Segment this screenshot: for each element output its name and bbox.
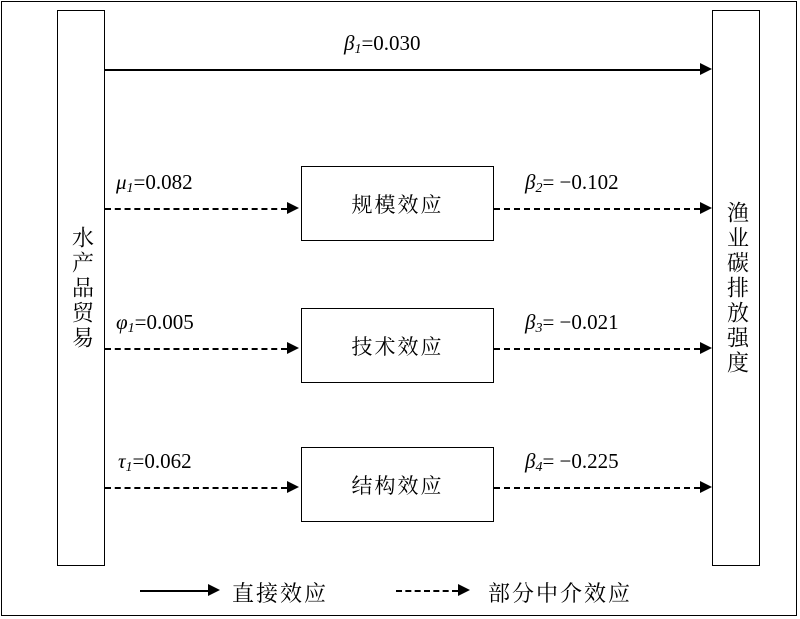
edge-direct-value: =0.030 (361, 31, 421, 55)
edge-in-1-arrowhead (287, 202, 299, 214)
edge-out-3-line (494, 487, 700, 489)
legend-direct-arrowhead (208, 584, 220, 596)
edge-in-3-subscript: 1 (125, 460, 133, 476)
edge-out-1-symbol: β (525, 170, 536, 194)
edge-out-2-value: = −0.021 (542, 310, 619, 334)
edge-in-1-value: =0.082 (133, 170, 193, 194)
edge-in-3-line (105, 487, 287, 489)
legend-partial-line (396, 590, 458, 592)
edge-in-2-line (105, 348, 287, 350)
node-source (57, 10, 105, 566)
edge-in-2-value: =0.005 (134, 310, 194, 334)
edge-out-2-symbol: β (525, 310, 536, 334)
edge-out-1-subscript: 2 (535, 181, 543, 197)
edge-in-1-line (105, 208, 287, 210)
edge-out-2-line (494, 348, 700, 350)
edge-out-1-label (525, 170, 619, 197)
legend-partial-arrowhead (458, 584, 470, 596)
edge-direct-label (344, 31, 421, 58)
legend (140, 575, 700, 611)
edge-out-2-arrowhead (700, 342, 712, 354)
edge-in-1-label (116, 170, 193, 197)
edge-in-3-label (118, 449, 192, 476)
edge-out-2-label (525, 310, 619, 337)
edge-in-2-arrowhead (287, 342, 299, 354)
edge-in-3-value: =0.062 (132, 449, 192, 473)
edge-out-3-arrowhead (700, 481, 712, 493)
edge-direct-subscript: 1 (354, 42, 362, 58)
edge-out-2-subscript: 3 (535, 321, 543, 337)
edge-in-2-subscript: 1 (127, 321, 135, 337)
edge-in-2-symbol: φ (116, 310, 128, 334)
edge-in-3-symbol: τ (118, 449, 126, 473)
node-target-label: 渔业碳排放强度 (723, 200, 749, 376)
legend-partial-label: 部分中介效应 (488, 582, 633, 607)
edge-out-3-symbol: β (525, 449, 536, 473)
edge-out-3-subscript: 4 (535, 460, 543, 476)
edge-direct-line (105, 69, 700, 71)
edge-in-3-arrowhead (287, 481, 299, 493)
node-mediator-scale (301, 166, 494, 241)
edge-out-3-value: = −0.225 (542, 449, 619, 473)
edge-in-2-label (116, 310, 194, 337)
edge-in-1-subscript: 1 (126, 181, 134, 197)
legend-direct-label: 直接效应 (232, 582, 329, 607)
node-mediator-structure (301, 447, 494, 522)
edge-direct-arrowhead (700, 63, 712, 75)
edge-direct-symbol: β (344, 31, 355, 55)
legend-direct-line (140, 590, 208, 592)
edge-out-3-label (525, 449, 619, 476)
node-target (712, 10, 760, 566)
node-mediator-structure-label: 结构效应 (351, 473, 444, 498)
node-mediator-technology (301, 308, 494, 383)
edge-out-1-value: = −0.102 (542, 170, 619, 194)
edge-in-1-symbol: μ (116, 170, 127, 194)
node-mediator-technology-label: 技术效应 (351, 334, 444, 359)
node-mediator-scale-label: 规模效应 (351, 192, 444, 217)
edge-out-1-line (494, 208, 700, 210)
node-source-label: 水产品贸易 (68, 225, 94, 351)
edge-out-1-arrowhead (700, 202, 712, 214)
